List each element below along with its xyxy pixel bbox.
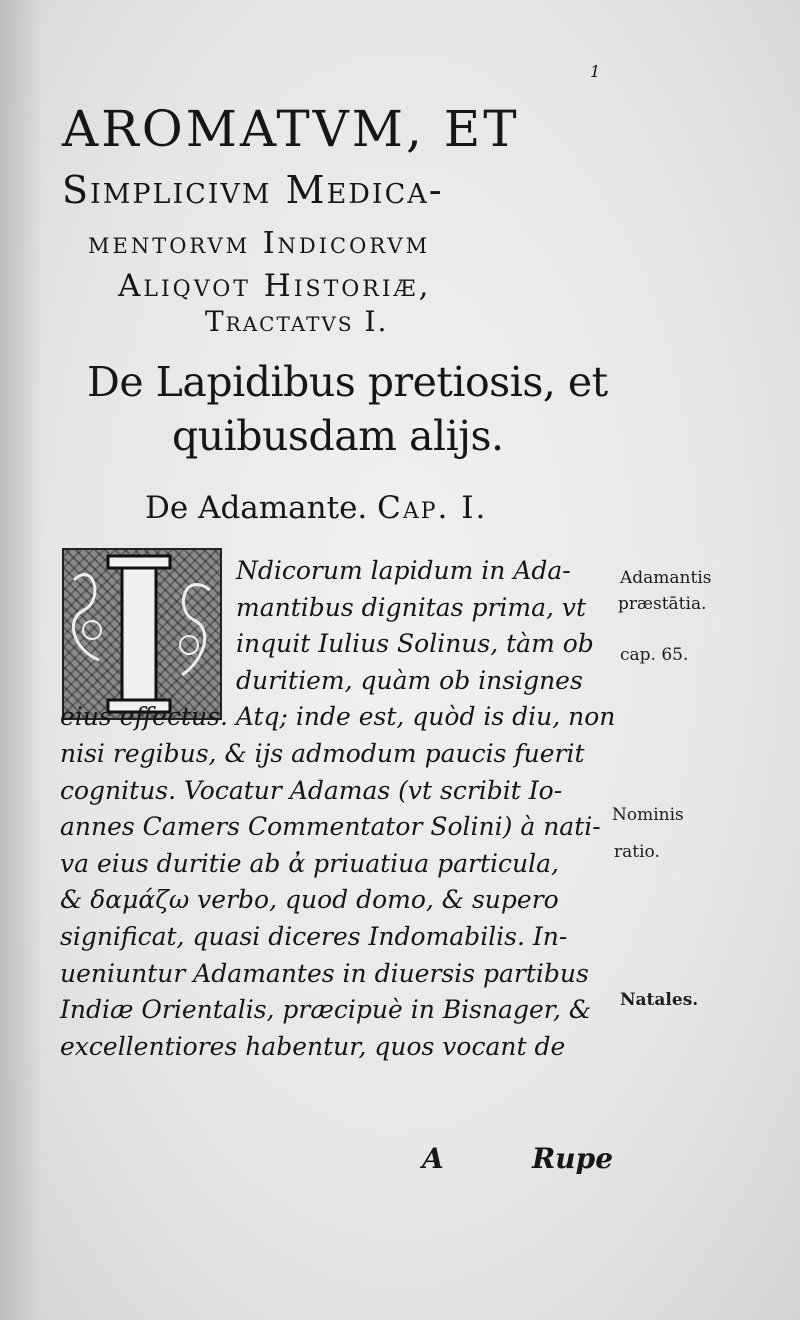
signature-mark: A <box>422 1142 444 1175</box>
text-line: va eius duritie ab ἀ priuatiua particula, <box>60 848 559 878</box>
chapter-heading <box>145 490 487 526</box>
marginal-note: cap. 65. <box>620 645 689 665</box>
text-line: annes Camers Commentator Solini) à nati- <box>60 812 601 842</box>
chapter-number: Cap. I. <box>377 490 488 526</box>
text-line: eius effectus. Atq; inde est, quòd is diu, non <box>60 702 616 732</box>
text-line: Indiæ Orientalis, præcipuè in Bisnager, & <box>60 995 592 1025</box>
text-line: & δαμάζω verbo, quod domo, & supero <box>60 885 559 915</box>
text-line: mantibus dignitas prima, vt <box>236 592 587 622</box>
marginal-note: ratio. <box>614 842 660 862</box>
marginal-note: præstātia. <box>618 594 707 614</box>
body-text <box>60 553 620 1065</box>
text-line: cognitus. Vocatur Adamas (vt scribit Io- <box>60 775 563 805</box>
text-line: duritiem, quàm ob insignes <box>236 665 583 695</box>
marginal-note: Nominis <box>612 805 684 825</box>
text-line: Ndicorum lapidum in Ada- <box>236 556 571 585</box>
text-line: significat, quasi diceres Indomabilis. In- <box>60 921 568 951</box>
marginal-note: Adamantis <box>620 568 712 588</box>
marginal-note: Natales. <box>620 990 699 1010</box>
title-line-1: AROMATVM, ET <box>62 100 520 158</box>
subtitle-line-2: quibusdam alijs. <box>172 412 504 460</box>
text-line: inquit Iulius Solinus, tàm ob <box>236 629 594 659</box>
text-line: excellentiores habentur, quos vocant de <box>60 1031 566 1061</box>
text-line: ueniuntur Adamantes in diuersis partibus <box>60 958 589 988</box>
page-number: 1 <box>590 62 601 81</box>
catchword: Rupe <box>532 1142 614 1175</box>
chapter-title: De Adamante. <box>145 490 368 526</box>
text-line: nisi regibus, & ijs admodum paucis fuerit <box>60 738 585 768</box>
subtitle-line-1: De Lapidibus pretiosis, et <box>87 358 608 406</box>
title-line-5: Tractatvs I. <box>205 305 389 338</box>
title-line-2: Simplicivm Medica- <box>62 168 444 212</box>
title-line-4: Aliqvot Historiæ, <box>118 268 432 304</box>
title-line-3: mentorvm Indicorvm <box>88 226 431 261</box>
